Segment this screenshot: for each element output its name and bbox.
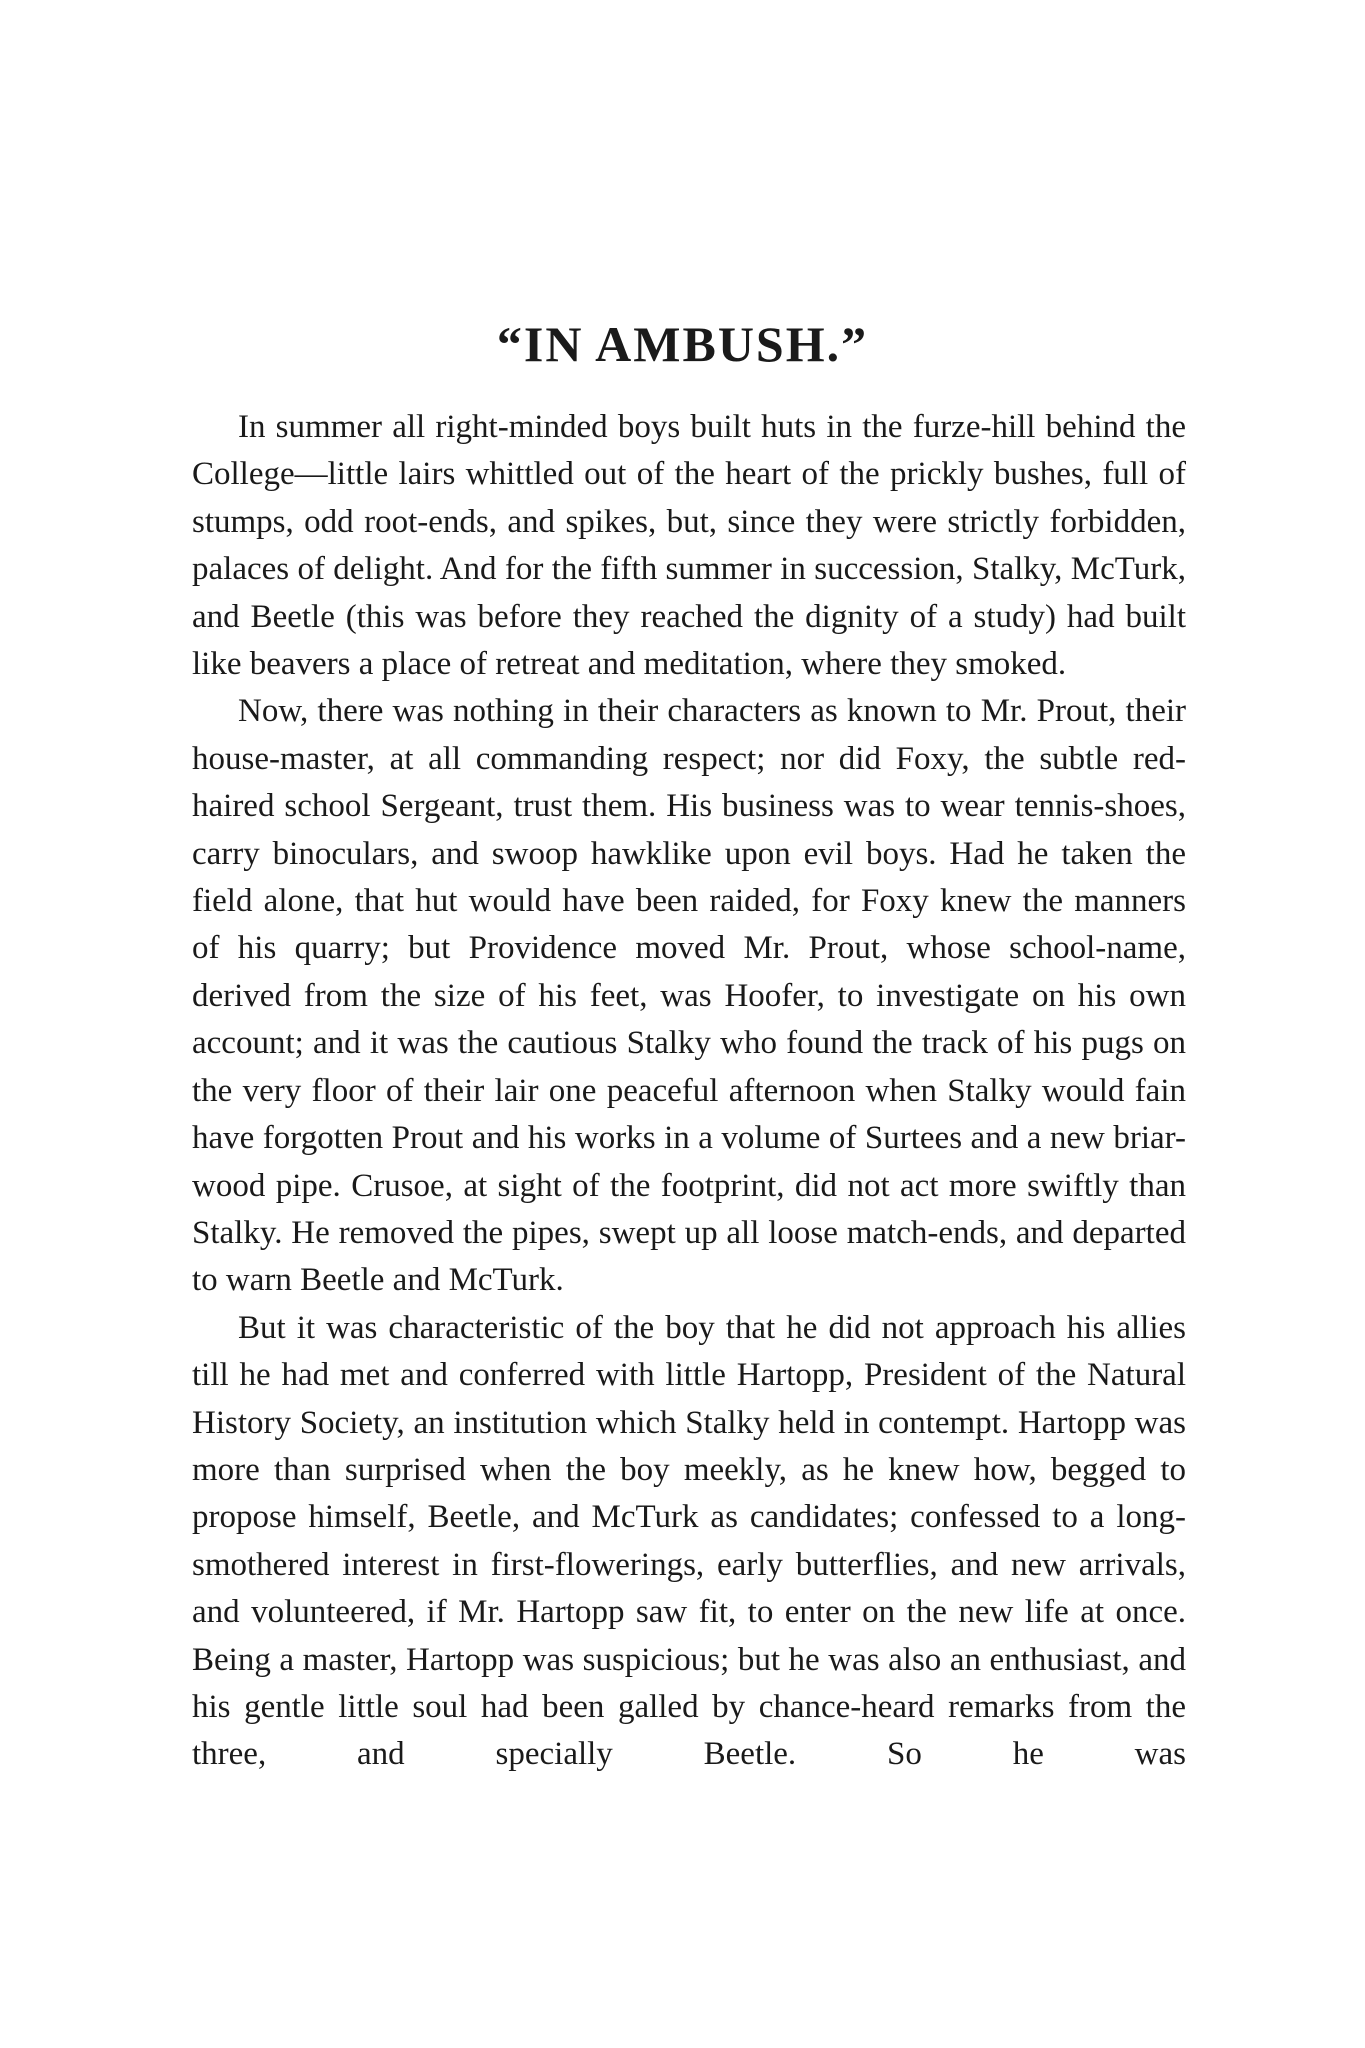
paragraph: But it was characteristic of the boy that he did not approach his allies till he had met and conferred with little Hartopp, President of the Natural History Society, an institution which Stalky held in contempt. Hartopp was more than surprised when the boy meekly, as he knew how, begged to propose himself, Beetle, and McTurk as candidates; confessed to a long-smothered interest in first-flowerings, early butterflies, and new arrivals, and volunteered, if Mr. Hartopp saw fit, to enter on the new life at once. Being a master, Hartopp was suspicious; but he was also an enthusiast, and his gentle little soul had been galled by chance-heard remarks from the three, and specially Beetle. So he was (192, 1309, 1186, 1773)
chapter-title: “IN AMBUSH.” (496, 316, 869, 372)
paragraph: Now, there was nothing in their characters as known to Mr. Prout, their house-master, at all commanding respect; nor did Foxy, the subtle red-haired school Sergeant, trust them. His business was to wear tennis-shoes, carry binoculars, and swoop hawklike upon evil boys. Had he taken the field alone, that hut would have been raided, for Foxy knew the manners of his quarry; but Providence moved Mr. Prout, whose school-name, derived from the size of his feet, was Hoofer, to investigate on his own account; and it was the cautious Stalky who found the track of his pugs on the very floor of their lair one peaceful afternoon when Stalky would fain have forgotten Prout and his works in a volume of Surtees and a new briar-wood pipe. Crusoe, at sight of the footprint, did not act more swiftly than Stalky. He removed the pipes, swept up all loose match-ends, and departed to warn Beetle and McTurk. (192, 693, 1186, 1299)
body-text (192, 404, 1186, 1779)
paragraph: In summer all right-minded boys built huts in the furze-hill behind the College—little lairs whittled out of the heart of the prickly bushes, full of stumps, odd root-ends, and spikes, but, since they were strictly forbidden, palaces of delight. And for the fifth summer in succession, Stalky, McTurk, and Beetle (this was before they reached the dignity of a study) had built like beavers a place of retreat and meditation, where they smoked. (192, 409, 1186, 683)
